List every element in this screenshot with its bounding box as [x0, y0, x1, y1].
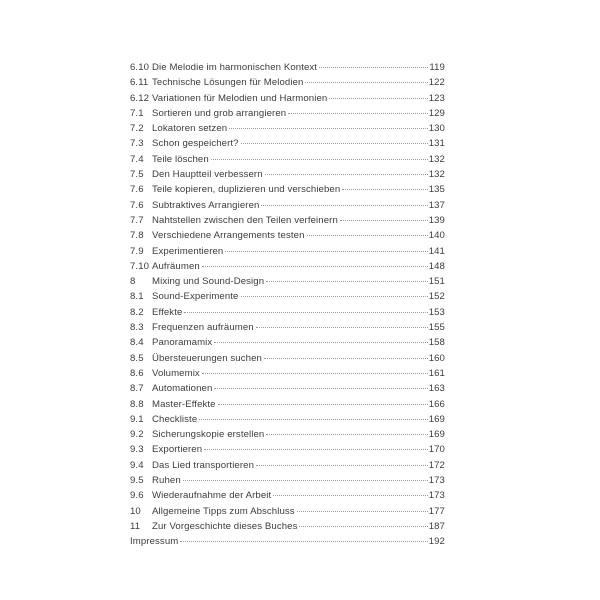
dot-leader	[214, 387, 427, 389]
toc-entry	[130, 534, 445, 549]
dot-leader	[305, 81, 427, 83]
dot-leader	[202, 372, 428, 374]
toc-entry-title: Checkliste	[152, 413, 198, 425]
toc-entry-page-number: 152	[428, 291, 445, 303]
dot-leader	[261, 204, 427, 206]
toc-entry-title: Impressum	[130, 536, 179, 548]
toc-entry-number: 8.6	[130, 367, 144, 379]
toc-entry-title: Exportieren	[152, 444, 203, 456]
toc-entry-title: Nahtstellen zwischen den Teilen verfeinern	[152, 214, 338, 226]
toc-entry	[130, 274, 445, 289]
dot-leader	[241, 142, 428, 144]
toc-entry-number: 7.9	[130, 245, 144, 257]
toc-entry-title: Volumemix	[152, 367, 200, 379]
toc-entry	[130, 427, 445, 442]
toc-entry-title: Allgemeine Tipps zum Abschluss	[152, 505, 295, 517]
toc-entry-number: 7.6	[130, 184, 144, 196]
toc-entry-title: Experimentieren	[152, 245, 224, 257]
dot-leader	[184, 311, 427, 313]
toc-entry	[130, 519, 445, 534]
toc-entry-title: Master-Effekte	[152, 398, 216, 410]
toc-entry-page-number: 170	[428, 444, 445, 456]
dot-leader	[319, 66, 428, 68]
toc-entry-page-number: 177	[428, 505, 445, 517]
toc-entry	[130, 182, 445, 197]
dot-leader	[265, 173, 428, 175]
toc-entry-number: 6.11	[130, 77, 149, 89]
toc-entry-page-number: 135	[428, 184, 445, 196]
toc-entry-page-number: 172	[428, 459, 445, 471]
toc-entry-number: 8.7	[130, 383, 144, 395]
toc-entry	[130, 458, 445, 473]
dot-leader	[299, 525, 427, 527]
toc-entry	[130, 320, 445, 335]
toc-entry	[130, 442, 445, 457]
toc-entry-number: 7.8	[130, 230, 144, 242]
toc-entry-page-number: 158	[428, 337, 445, 349]
toc-entry	[130, 136, 445, 151]
dot-leader	[225, 250, 427, 252]
toc-entry	[130, 488, 445, 503]
toc-entry-number: 7.3	[130, 138, 144, 150]
toc-entry-page-number: 123	[428, 92, 445, 104]
toc-entry-title: Teile kopieren, duplizieren und verschieben	[152, 184, 341, 196]
toc-entry-number: 7.7	[130, 214, 144, 226]
dot-leader	[256, 326, 428, 328]
toc-entry-page-number: 129	[428, 107, 445, 119]
toc-entry-number: 8.2	[130, 306, 144, 318]
toc-entry	[130, 121, 445, 136]
toc-entry-page-number: 131	[428, 138, 445, 150]
toc-entry	[130, 152, 445, 167]
dot-leader	[256, 464, 428, 466]
toc-entry-number: 9.1	[130, 413, 144, 425]
toc-entry-page-number: 140	[428, 230, 445, 242]
toc-entry-page-number: 137	[428, 199, 445, 211]
toc-entry-number: 11	[130, 520, 141, 532]
toc-entry-number: 8.4	[130, 337, 144, 349]
toc-entry-page-number: 119	[429, 62, 445, 73]
toc-entry-page-number: 122	[428, 77, 445, 89]
toc-entry-title: Aufräumen	[152, 260, 200, 272]
dot-leader	[199, 418, 427, 420]
toc-entry-page-number: 130	[428, 123, 445, 135]
toc-entry-number: 9.6	[130, 490, 144, 502]
toc-entry-title: Ruhen	[152, 475, 181, 487]
toc-entry	[130, 75, 445, 90]
toc-entry-number: 7.2	[130, 123, 144, 135]
toc-entry-number: 9.3	[130, 444, 144, 456]
toc-entry-page-number: 169	[428, 413, 445, 425]
dot-leader	[266, 280, 428, 282]
toc-entry-page-number: 192	[428, 536, 445, 548]
toc-entry	[130, 228, 445, 243]
dot-leader	[264, 357, 428, 359]
toc-entry-title: Teile löschen	[152, 153, 209, 165]
dot-leader	[218, 403, 428, 405]
toc-entry-page-number: 161	[428, 367, 445, 379]
toc-entry-page-number: 139	[428, 214, 445, 226]
toc-entry-title: Lokatoren setzen	[152, 123, 228, 135]
toc-entry	[130, 259, 445, 274]
toc-entry-page-number: 132	[428, 169, 445, 181]
toc-entry	[130, 335, 445, 350]
toc-entry-number: 7.10	[130, 260, 150, 272]
toc-entry-title: Übersteuerungen suchen	[152, 352, 262, 364]
toc-entry	[130, 351, 445, 366]
toc-entry-page-number: 141	[428, 245, 445, 257]
toc-entry-title: Die Melodie im harmonischen Kontext	[152, 62, 318, 73]
toc-entry-number: 9.5	[130, 475, 144, 487]
toc-entry	[130, 397, 445, 412]
toc-entry-title: Variationen für Melodien und Harmonien	[152, 92, 328, 104]
toc-entry-number: 8	[130, 276, 136, 288]
toc-entry-title: Den Hauptteil verbessern	[152, 169, 263, 181]
table-of-contents	[130, 60, 445, 550]
toc-entry-title: Frequenzen aufräumen	[152, 322, 254, 334]
toc-entry	[130, 412, 445, 427]
toc-entry-title: Panoramamix	[152, 337, 213, 349]
toc-entry-number: 9.2	[130, 429, 144, 441]
toc-entry-page-number: 155	[428, 322, 445, 334]
dot-leader	[211, 158, 428, 160]
toc-entry	[130, 167, 445, 182]
dot-leader	[273, 494, 427, 496]
dot-leader	[266, 433, 427, 435]
toc-entry-number: 6.12	[130, 92, 150, 104]
toc-entry-page-number: 160	[428, 352, 445, 364]
toc-entry-page-number: 187	[428, 520, 445, 532]
toc-entry	[130, 381, 445, 396]
dot-leader	[288, 112, 427, 114]
dot-leader	[180, 540, 427, 542]
toc-entry-number: 7.5	[130, 169, 144, 181]
dot-leader	[241, 295, 428, 297]
toc-entry-title: Subtraktives Arrangieren	[152, 199, 260, 211]
toc-entry-number: 8.3	[130, 322, 144, 334]
dot-leader	[204, 448, 428, 450]
dot-leader	[297, 510, 428, 512]
toc-entry-title: Sound-Experimente	[152, 291, 239, 303]
toc-entry	[130, 473, 445, 488]
dot-leader	[307, 234, 428, 236]
toc-entry-title: Mixing und Sound-Design	[152, 276, 265, 288]
dot-leader	[342, 188, 427, 190]
toc-entry-title: Verschiedene Arrangements testen	[152, 230, 305, 242]
toc-entry	[130, 106, 445, 121]
toc-entry-title: Wiederaufnahme der Arbeit	[152, 490, 272, 502]
dot-leader	[340, 219, 428, 221]
dot-leader	[183, 479, 428, 481]
toc-entry-number: 8.5	[130, 352, 144, 364]
dot-leader	[229, 127, 427, 129]
toc-entry-title: Automationen	[152, 383, 213, 395]
toc-entry-page-number: 173	[428, 475, 445, 487]
dot-leader	[214, 341, 427, 343]
toc-entry	[130, 244, 445, 259]
toc-entry	[130, 366, 445, 381]
toc-entry-title: Effekte	[152, 306, 183, 318]
toc-entry-number: 9.4	[130, 459, 144, 471]
toc-entry-number: 7.4	[130, 153, 144, 165]
dot-leader	[329, 97, 427, 99]
toc-entry-number: 6.10	[130, 62, 150, 73]
toc-entry	[130, 60, 445, 75]
toc-entry-page-number: 151	[428, 276, 445, 288]
toc-entry-number: 7.1	[130, 107, 144, 119]
toc-entry-title: Sicherungskopie erstellen	[152, 429, 265, 441]
toc-entry-page-number: 169	[428, 429, 445, 441]
toc-entry-page-number: 148	[428, 260, 445, 272]
dot-leader	[202, 265, 428, 267]
toc-entry	[130, 198, 445, 213]
toc-entry-page-number: 163	[428, 383, 445, 395]
toc-entry-page-number: 153	[428, 306, 445, 318]
toc-entry	[130, 289, 445, 304]
toc-entry-page-number: 166	[428, 398, 445, 410]
toc-entry-number: 8.8	[130, 398, 144, 410]
toc-entry-number: 10	[130, 505, 141, 517]
toc-entry	[130, 91, 445, 106]
toc-entry-title: Schon gespeichert?	[152, 138, 239, 150]
toc-entry-title: Technische Lösungen für Melodien	[152, 77, 304, 89]
toc-entry	[130, 305, 445, 320]
toc-entry-page-number: 132	[428, 153, 445, 165]
toc-entry-page-number: 173	[428, 490, 445, 502]
toc-entry	[130, 504, 445, 519]
toc-entry-number: 7.6	[130, 199, 144, 211]
toc-entry-title: Sortieren und grob arrangieren	[152, 107, 287, 119]
toc-entry-title: Das Lied transportieren	[152, 459, 255, 471]
toc-entry	[130, 213, 445, 228]
toc-entry-title: Zur Vorgeschichte dieses Buches	[152, 520, 298, 532]
toc-entry-number: 8.1	[130, 291, 144, 303]
